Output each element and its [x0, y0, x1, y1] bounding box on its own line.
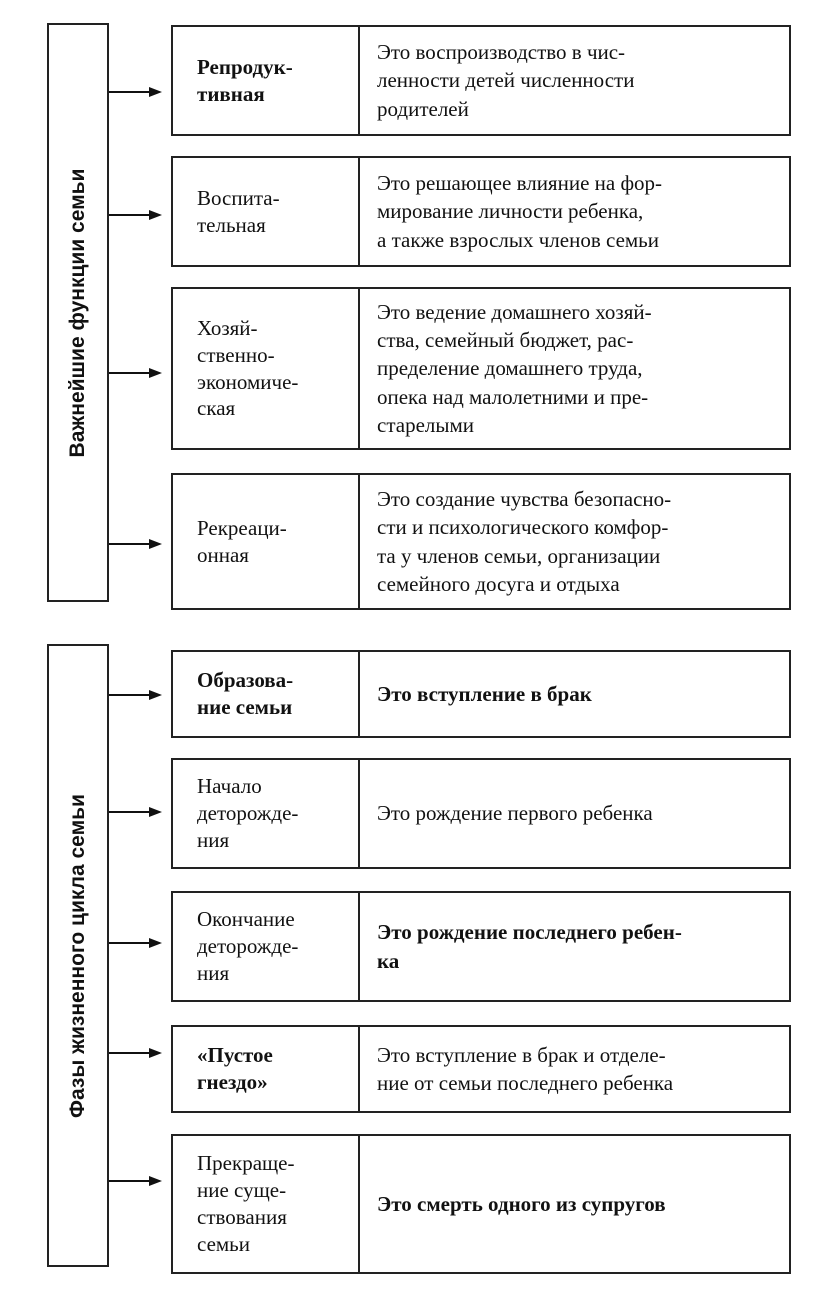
function-description: Это создание чувства безопасно- сти и психологического комфор- та у членов семьи, организации семейного досуга и отдыха [377, 486, 672, 596]
phase-row-childbearing-start [171, 758, 791, 869]
function-name: Рекреаци- онная [173, 475, 360, 608]
phase-name: Образова- ние семьи [173, 652, 360, 736]
function-description: Это воспроизводство в чис- ленности детей численности родителей [377, 39, 635, 121]
phase-row-termination [171, 1134, 791, 1274]
arrow-icon [109, 209, 162, 221]
phase-row-formation [171, 650, 791, 738]
arrow-icon [109, 689, 162, 701]
function-name: Воспита- тельная [173, 158, 360, 265]
arrow-icon [109, 367, 162, 379]
phases-side-label [47, 644, 109, 1267]
phase-name: Начало деторожде- ния [173, 760, 360, 867]
phase-row-empty-nest [171, 1025, 791, 1113]
phase-name: «Пустое гнездо» [173, 1027, 360, 1111]
phase-description: Это рождение первого ребенка [377, 801, 653, 826]
function-row-recreational [171, 473, 791, 610]
arrow-icon [109, 1175, 162, 1187]
arrow-icon [109, 806, 162, 818]
function-row-economic [171, 287, 791, 450]
phase-name: Прекраще- ние суще- ствования семьи [173, 1136, 360, 1272]
phase-description: Это рождение последнего ребен- ка [377, 920, 682, 973]
function-row-reproductive [171, 25, 791, 136]
phase-description: Это смерть одного из супругов [377, 1191, 666, 1216]
functions-side-label [47, 23, 109, 602]
function-row-educational [171, 156, 791, 267]
arrow-icon [109, 86, 162, 98]
function-description: Это решающее влияние на фор- мирование личности ребенка, а также взрослых членов семьи [377, 170, 663, 252]
function-name: Репродук- тивная [173, 27, 360, 134]
arrow-icon [109, 1047, 162, 1059]
arrow-icon [109, 937, 162, 949]
arrow-icon [109, 538, 162, 550]
phase-description: Это вступление в брак [377, 681, 592, 706]
function-description: Это ведение домашнего хозяй- ства, семейный бюджет, рас- пределение домашнего труда, опека над малолетними и пре- старелыми [377, 299, 652, 438]
functions-title: Важнейшие функции семьи [66, 168, 89, 457]
phase-row-childbearing-end [171, 891, 791, 1002]
function-name: Хозяй- ственно- экономиче- ская [173, 289, 360, 448]
phase-description: Это вступление в брак и отделе- ние от семьи последнего ребенка [377, 1042, 674, 1095]
phase-name: Окончание деторожде- ния [173, 893, 360, 1000]
phases-title: Фазы жизненного цикла семьи [66, 793, 89, 1118]
